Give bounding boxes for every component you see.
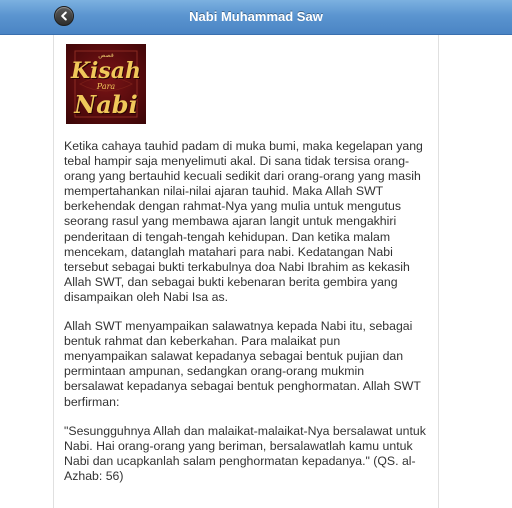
header-bar (0, 0, 512, 35)
content-page (53, 35, 439, 508)
cover-arabic-text: قصص (98, 52, 114, 59)
quote-paragraph: "Sesungguhnya Allah dan malaikat-malaikat-Nya bersalawat untuk Nabi. Hai orang-orang yang beriman, bersalawatlah kamu untuk Nabi dan ucapkanlah salam penghormatan kepadanya." (QS. al-Azhab: 56) (64, 423, 426, 483)
page-title: Nabi Muhammad Saw (189, 9, 323, 24)
paragraph: Ketika cahaya tauhid padam di muka bumi, maka kegelapan yang tebal hampir saja menyelimuti akal. Di sana tidak tersisa orang-orang yang bertauhid kecuali sedikit dari orang-orang yang masih mempertahankan nilai-nilai ajaran tauhid. Maka Allah SWT berkehendak dengan rahmat-Nya yang mulia untuk mengutus seorang rasul yang membawa ajaran langit untuk mengakhiri penderitaan di tengah-tengah kehidupan. Dan ketika malam mencekam, datanglah matahari para nabi. Kedatangan Nabi tersebut sebagai bukti terkabulnya doa Nabi Ibrahim as kekasih Allah SWT, dan sebagai bukti kebenaran berita gembira yang disampaikan oleh Nabi Isa as. (64, 139, 423, 304)
story-text (64, 139, 426, 498)
cover-title-kisah: Kisah (70, 58, 142, 84)
cover-title-para: Para (96, 82, 116, 91)
paragraph: Allah SWT menyampaikan salawatnya kepada Nabi itu, sebagai bentuk rahmat dan keberkahan. Para malaikat pun menyampaikan salawat kepadanya sebagai bentuk pujian dan permintaan ampunan, sedangkan orang-orang mukmin bersalawat kepadanya sebagai bentuk penghormatan. Allah SWT berfirman: (64, 319, 421, 409)
book-cover-image (66, 44, 146, 124)
cover-title-nabi: Nabi (74, 90, 138, 119)
